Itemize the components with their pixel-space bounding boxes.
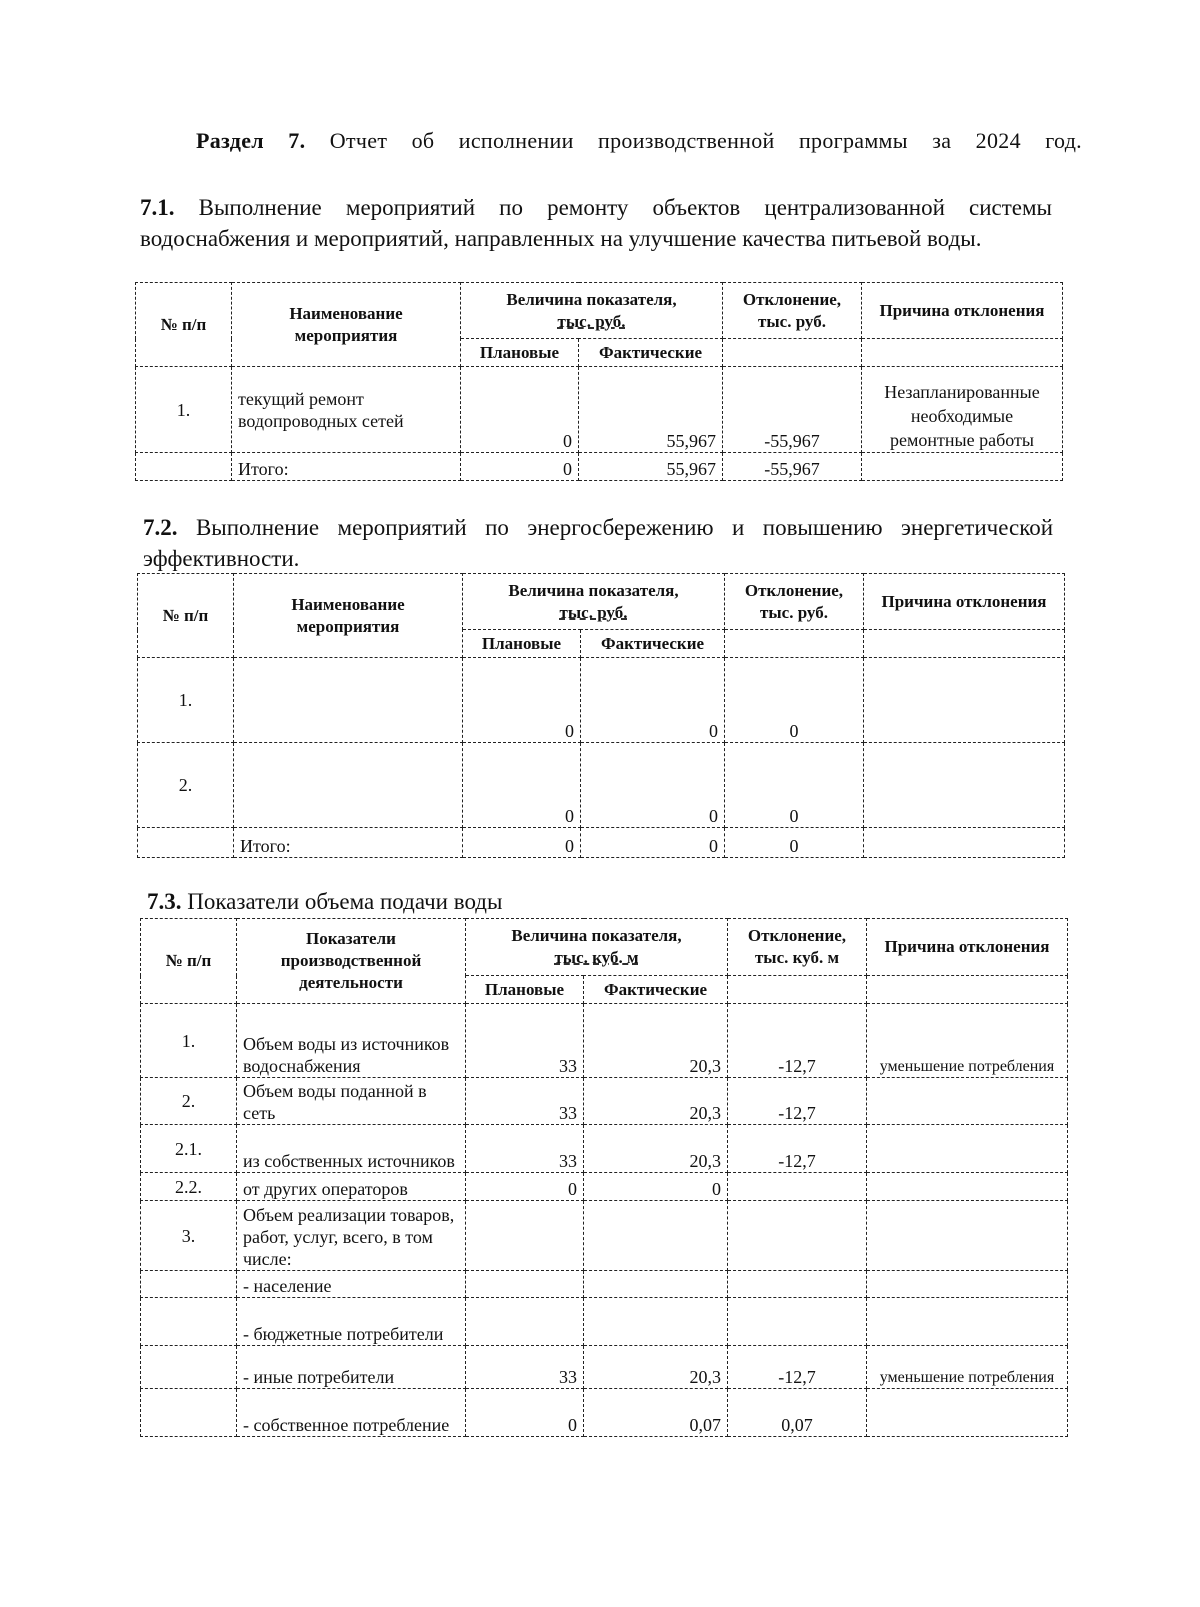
row-name: - собственное потребление <box>237 1389 466 1437</box>
row-deviation: -12,7 <box>728 1004 867 1078</box>
header-empty <box>862 339 1063 367</box>
row-deviation: -12,7 <box>728 1346 867 1389</box>
heading-7-2 <box>143 512 1053 574</box>
row-number <box>141 1389 237 1437</box>
header-value <box>461 283 723 339</box>
row-name: текущий ремонт водопроводных сетей <box>232 367 461 453</box>
header-row <box>141 919 1068 976</box>
row-deviation <box>728 1201 867 1271</box>
row-name: Итого: <box>232 453 461 481</box>
row-name: - бюджетные потребители <box>237 1298 466 1346</box>
row-actual: 55,967 <box>579 367 723 453</box>
row-planned <box>466 1271 584 1298</box>
row-number <box>138 828 234 858</box>
header-reason: Причина отклонения <box>864 574 1065 630</box>
header-planned: Плановые <box>466 976 584 1004</box>
table-row <box>141 1004 1068 1078</box>
row-name: Объем воды поданной в сеть <box>237 1078 466 1125</box>
row-reason <box>867 1125 1068 1173</box>
table-row <box>141 1125 1068 1173</box>
heading-number: 7.3. <box>147 889 182 914</box>
header-value-label: Величина показателя, <box>506 289 677 309</box>
table-row <box>141 1298 1068 1346</box>
row-reason: Незапланированные необходимые ремонтные работы <box>862 367 1063 453</box>
header-row <box>136 283 1063 339</box>
row-deviation <box>728 1271 867 1298</box>
row-actual: 0,07 <box>584 1389 728 1437</box>
table-row <box>141 1078 1068 1125</box>
row-number: 1. <box>141 1004 237 1078</box>
row-planned: 33 <box>466 1346 584 1389</box>
row-planned: 0 <box>461 453 579 481</box>
table-water-supply <box>140 918 1068 1437</box>
row-deviation <box>728 1298 867 1346</box>
row-number <box>141 1298 237 1346</box>
row-reason <box>867 1389 1068 1437</box>
header-value-unit: тыс. руб. <box>557 311 626 331</box>
row-planned: 33 <box>466 1125 584 1173</box>
row-planned: 0 <box>463 828 581 858</box>
header-num: № п/п <box>138 574 234 658</box>
row-name <box>234 743 463 828</box>
row-actual <box>584 1271 728 1298</box>
row-actual: 0 <box>581 828 725 858</box>
title-text: Отчет об исполнении производственной программы за 2024 год. <box>329 128 1082 153</box>
row-actual: 0 <box>581 743 725 828</box>
row-actual <box>584 1201 728 1271</box>
table-energy-saving <box>137 573 1065 858</box>
header-planned: Плановые <box>461 339 579 367</box>
row-planned: 0 <box>466 1389 584 1437</box>
header-planned: Плановые <box>463 630 581 658</box>
table-row <box>136 453 1063 481</box>
header-reason: Причина отклонения <box>862 283 1063 339</box>
row-number: 2.1. <box>141 1125 237 1173</box>
header-empty <box>723 339 862 367</box>
header-actual: Фактические <box>579 339 723 367</box>
row-name: Итого: <box>234 828 463 858</box>
row-deviation: 0 <box>725 743 864 828</box>
row-actual: 0 <box>581 658 725 743</box>
row-number: 1. <box>136 367 232 453</box>
row-planned: 33 <box>466 1078 584 1125</box>
header-num: № п/п <box>136 283 232 367</box>
row-deviation: 0 <box>725 658 864 743</box>
row-name: - иные потребители <box>237 1346 466 1389</box>
header-actual: Фактические <box>581 630 725 658</box>
table-row <box>141 1389 1068 1437</box>
row-reason: уменьшение потребления <box>867 1004 1068 1078</box>
row-number: 3. <box>141 1201 237 1271</box>
row-number <box>141 1346 237 1389</box>
row-name: от других операторов <box>237 1173 466 1201</box>
row-deviation: -12,7 <box>728 1125 867 1173</box>
row-name: из собственных источников <box>237 1125 466 1173</box>
header-value-label: Величина показателя, <box>508 580 679 600</box>
table-row <box>141 1201 1068 1271</box>
row-planned: 0 <box>461 367 579 453</box>
header-num: № п/п <box>141 919 237 1004</box>
heading-text: Выполнение мероприятий по ремонту объектов централизованной системы водоснабжения и мероприятий, направленных на улучшение качества питьевой воды. <box>140 195 1053 251</box>
header-value-unit: тыс. руб. <box>559 602 628 622</box>
row-planned: 0 <box>466 1173 584 1201</box>
row-planned: 0 <box>463 658 581 743</box>
header-value <box>463 574 725 630</box>
header-name: Показатели производственной деятельности <box>237 919 466 1004</box>
row-deviation <box>728 1173 867 1201</box>
row-number: 2.2. <box>141 1173 237 1201</box>
header-value <box>466 919 728 976</box>
header-value-unit: тыс. куб. м <box>554 948 639 967</box>
header-empty <box>864 630 1065 658</box>
row-name <box>234 658 463 743</box>
header-deviation: Отклонение, тыс. куб. м <box>728 919 867 976</box>
table-row <box>141 1271 1068 1298</box>
document-title <box>196 128 1082 154</box>
header-empty <box>725 630 864 658</box>
row-name: Объем воды из источников водоснабжения <box>237 1004 466 1078</box>
row-actual: 55,967 <box>579 453 723 481</box>
row-planned: 0 <box>463 743 581 828</box>
row-reason <box>864 743 1065 828</box>
row-number <box>136 453 232 481</box>
header-deviation: Отклонение, тыс. руб. <box>723 283 862 339</box>
header-actual: Фактические <box>584 976 728 1004</box>
row-reason: уменьшение потребления <box>867 1346 1068 1389</box>
row-name: Объем реализации товаров, работ, услуг, всего, в том числе: <box>237 1201 466 1271</box>
heading-7-3 <box>147 886 1057 917</box>
table-row <box>138 828 1065 858</box>
table-row <box>138 743 1065 828</box>
heading-number: 7.2. <box>143 515 178 540</box>
row-deviation: -55,967 <box>723 453 862 481</box>
row-actual: 0 <box>584 1173 728 1201</box>
row-name: - население <box>237 1271 466 1298</box>
header-name: Наименование мероприятия <box>232 283 461 367</box>
row-planned <box>466 1201 584 1271</box>
heading-number: 7.1. <box>140 195 175 220</box>
header-row <box>138 574 1065 630</box>
header-empty <box>728 976 867 1004</box>
row-deviation: -55,967 <box>723 367 862 453</box>
row-deviation: 0,07 <box>728 1389 867 1437</box>
row-actual: 20,3 <box>584 1004 728 1078</box>
row-reason <box>864 828 1065 858</box>
table-row <box>138 658 1065 743</box>
row-number <box>141 1271 237 1298</box>
row-planned <box>466 1298 584 1346</box>
row-reason <box>867 1271 1068 1298</box>
section-label: Раздел 7. <box>196 128 306 153</box>
row-reason <box>867 1201 1068 1271</box>
table-row <box>136 367 1063 453</box>
row-reason <box>867 1173 1068 1201</box>
table-repairs <box>135 282 1063 481</box>
row-deviation: -12,7 <box>728 1078 867 1125</box>
header-value-label: Величина показателя, <box>511 926 682 945</box>
header-name: Наименование мероприятия <box>234 574 463 658</box>
row-planned: 33 <box>466 1004 584 1078</box>
row-reason <box>862 453 1063 481</box>
heading-text: Показатели объема подачи воды <box>187 889 503 914</box>
header-empty <box>867 976 1068 1004</box>
row-actual <box>584 1298 728 1346</box>
heading-text: Выполнение мероприятий по энергосбережению и повышению энергетической эффективности. <box>143 515 1054 571</box>
table-row <box>141 1346 1068 1389</box>
row-actual: 20,3 <box>584 1078 728 1125</box>
header-deviation: Отклонение, тыс. руб. <box>725 574 864 630</box>
header-reason: Причина отклонения <box>867 919 1068 976</box>
heading-7-1 <box>140 192 1052 254</box>
row-reason <box>864 658 1065 743</box>
row-actual: 20,3 <box>584 1125 728 1173</box>
row-number: 2. <box>141 1078 237 1125</box>
row-reason <box>867 1298 1068 1346</box>
table-row <box>141 1173 1068 1201</box>
row-number: 1. <box>138 658 234 743</box>
row-actual: 20,3 <box>584 1346 728 1389</box>
row-reason <box>867 1078 1068 1125</box>
row-number: 2. <box>138 743 234 828</box>
row-deviation: 0 <box>725 828 864 858</box>
